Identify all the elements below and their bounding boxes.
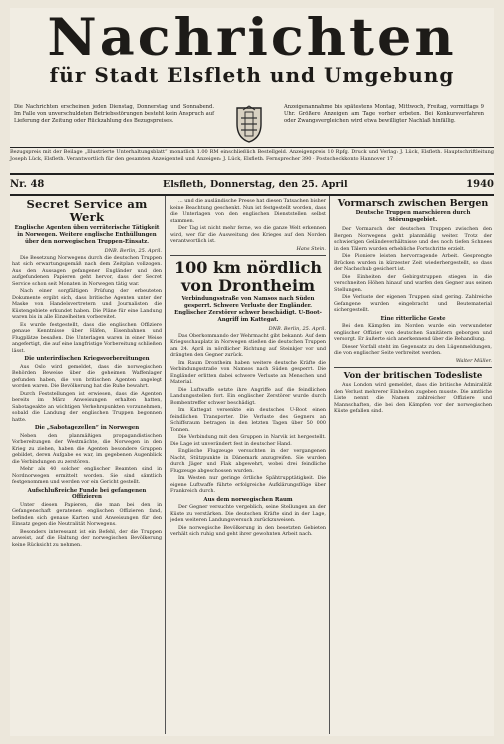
article-divider — [334, 367, 492, 368]
article-paragraph: Der Vormarsch der deutschen Truppen zwischen den Bergen Norwegens geht planmäßig weiter. Trotz der schwierigen Geländeverhältnisse und des noch tiefen Schnees in den Tälern wurden erhebliche Fortschritte erzielt. — [334, 226, 492, 252]
article-paragraph: Der Tag ist nicht mehr ferne, wo die ganze Welt erkennen wird, wer für die Ausweitung des Krieges auf den Norden verantwortlich ist. — [170, 225, 326, 244]
article-deck: Verbindungsstraße von Namsos nach Süden gesperrt. Schwere Verluste der Engländer. Englischer Zerstörer schwer beschädigt. U-Boot-Angriff im Kattegat. — [174, 296, 322, 323]
article-dateline: DNB. Berlin, 25. April. — [104, 248, 162, 254]
rule-mid — [10, 173, 494, 175]
section-heading: Die „Sabotagezellen“ in Norwegen — [34, 425, 140, 431]
article-paragraph: Neben den planmäßigen propagandistischen Vorbereitungen der Westmächte, die Norwegen in den Krieg zu ziehen, haben die Agenten besondere Gruppen gebildet, deren Aufgabe es war, im gegebenen Augenblick die Verbindungen zu zerstören. — [12, 432, 162, 465]
article-divider — [170, 255, 326, 256]
newspaper-page — [10, 8, 494, 736]
author-signature: Hans Stein. — [296, 245, 326, 252]
column-2 — [170, 198, 326, 734]
article-headline: Von der britischen Todesliste — [343, 371, 483, 381]
dateline — [10, 176, 494, 192]
article-headline: Secret Service am Werk — [26, 198, 148, 224]
article-paragraph: Mehr als 40 solcher englischer Beamten sind in Nordnorwegen ermittelt worden. Sie sind sämtlich festgenommen und werden vor ein Gericht gestellt. — [12, 466, 162, 485]
masthead — [10, 6, 494, 87]
article-paragraph: ... und die ausländische Presse hat diesen Tatsachen bisher keine Beachtung geschenkt. Nun ist festgestellt worden, dass die Unterlagen von den englischen Dienststellen selbst stammen. — [170, 198, 326, 224]
article-paragraph: Bei den Kämpfen im Norden wurde ein verwundeter englischer Offizier von deutschen Sanitätern geborgen und versorgt. Er äußerte sich anerkennend über die Behandlung. — [334, 323, 492, 342]
issue-number: Nr. 48 — [10, 178, 45, 190]
advertising-notice: Anzeigenannahme bis spätestens Montag, Mittwoch, Freitag, vormittags 9 Uhr. Größere Anzeigen am Tage vorher erbeten. Bei Konkursverfahren oder Zwangsvergleichen wird etwa bewilligter Nachlaß hinfällig. — [284, 104, 484, 124]
masthead-title: Nachrichten — [47, 6, 457, 68]
article-paragraph: Die Luftwaffe setzte ihre Angriffe auf die feindlichen Landungsstellen fort. Ein englischer Zerstörer wurde durch Bombentreffer schwer beschädigt. — [170, 386, 326, 406]
section-heading: Aufschlußreiche Funde bei gefangenen Offizieren — [27, 487, 147, 500]
article-paragraph: Aus Oslo wird gemeldet, dass die norwegischen Behörden Beweise über die geheimen Waffenlager gefunden haben, die von britischen Agenten angelegt worden waren. Die Bevölkerung hat die Ruhe bewahrt. — [12, 363, 162, 389]
article-paragraph: Im Raum Drontheim haben weitere deutsche Kräfte die Verbindungsstraße von Namsos nach Süden gesperrt. Die Engländer erlitten dabei schwere Verluste an Menschen und Material. — [170, 359, 326, 385]
article-paragraph: Aus London wird gemeldet, dass die britische Admiralität den Verlust mehrerer Einheiten zugeben musste. Die amtliche Liste nennt die Namen zahlreicher Offiziere und Mannschaften, die bei den Kämpfen vor der norwegischen Küste gefallen sind. — [334, 382, 492, 414]
article-paragraph: Unter diesen Papieren, die man bei den in Gefangenschaft geratenen englischen Offizieren fand, befinden sich genaue Karten und Anweisungen für den Einsatz gegen die Neutralität Norwegens. — [12, 501, 162, 527]
column-divider — [165, 196, 166, 734]
section-heading: Die unterirdischen Kriegsvorbereitungen — [24, 356, 150, 362]
section-heading: Eine ritterliche Geste — [380, 315, 446, 322]
article-paragraph: Durch Feststellungen ist erwiesen, dass die Agenten bereits im März Anweisungen erhalten hatten, Sabotageakte an wichtigen Verkehrspunkten vorzunehmen, sobald die Landung der englischen Truppen begonnen hatte. — [12, 390, 162, 423]
article-paragraph: Die Besetzung Norwegens durch die deutschen Truppen hat sich erwartungsgemäß nach dem Zeitplan vollzogen. Aus den Aussagen gefangener Engländer und den aufgefundenen Papieren geht hervor, dass der Secret Service schon seit Monaten in Norwegen tätig war. — [12, 254, 162, 287]
article-paragraph: Die Verbindung mit den Gruppen in Narvik ist hergestellt. Die Lage ist unverändert fest in deutscher Hand. — [170, 434, 326, 447]
article-paragraph: Im Westen nur geringe örtliche Spähtrupptätigkeit. Die eigene Luftwaffe führte erfolgreiche Aufklärungsflüge über Frankreich durch. — [170, 475, 326, 494]
article-dateline: DNB. Berlin, 25. April. — [268, 326, 326, 332]
article-paragraph: Die Pioniere leisten hervorragende Arbeit. Gesprengte Brücken wurden in kürzester Zeit wiederhergestellt, so dass der Nachschub gesichert ist. — [334, 253, 492, 272]
article-paragraph: Im Kattegat versenkte ein deutsches U-Boot einen feindlichen Transporter. Die Verluste des Gegners an Schiffsraum betragen in den letzten Tagen über 50 000 Tonnen. — [170, 407, 326, 433]
article-paragraph: Besonders interessant ist ein Befehl, der die Truppen anweist, auf die Haltung der norwegischen Bevölkerung keine Rücksicht zu nehmen. — [12, 528, 162, 548]
column-3 — [334, 198, 492, 734]
article-deck: Deutsche Truppen marschieren durch Störungsgebiet. — [355, 210, 471, 223]
masthead-subtitle: für Stadt Elsfleth und Umgebung — [49, 63, 455, 87]
rule-top — [10, 147, 494, 148]
rule-dateline — [10, 194, 494, 196]
article-paragraph: Die norwegische Bevölkerung in den besetzten Gebieten verhält sich ruhig und geht ihrer gewohnten Arbeit nach. — [170, 524, 326, 537]
town-crest — [214, 104, 284, 144]
article-paragraph: Dieser Vorfall steht im Gegensatz zu den Lügenmeldungen, die von englischer Seite verbreitet werden. — [334, 343, 492, 356]
column-divider — [329, 196, 330, 734]
article-deck: Englische Agenten üben verräterische Tätigkeit in Norwegen. Weitere englische Enthüllungen über den norwegischen Truppen-Einsatz. — [14, 225, 160, 245]
article-paragraph: Englische Flugzeuge versuchten in der vergangenen Nacht, Stützpunkte in Dänemark anzugreifen. Sie wurden durch Jäger und Flak abgewehrt, wobei drei feindliche Flugzeuge abgeschossen wurden. — [170, 448, 326, 474]
article-paragraph: Das Oberkommando der Wehrmacht gibt bekannt: Auf dem Kriegsschauplatz in Norwegen stießen die deutschen Truppen am 24. April in nördlicher Richtung auf Steinkjer vor und drängten den Gegner zurück. — [170, 332, 326, 358]
column-1 — [12, 198, 162, 734]
info-row — [10, 104, 494, 146]
place-date: Elsfleth, Donnerstag, den 25. April — [162, 178, 348, 190]
issue-year: 1940 — [466, 178, 494, 190]
publication-notice: Die Nachrichten erscheinen jeden Dienstag, Donnerstag und Sonnabend. Im Falle von unverschuldeten Betriebsstörungen besteht kein Anspruch auf Lieferung der Zeitung oder Rückzahlung des Bezugspreises. — [14, 104, 214, 124]
subscription-info: Bezugspreis mit der Beilage „Illustrierte Unterhaltungsblatt“ monatlich 1.00 RM einschließlich Bestellgeld. Anzeigenpreis 10 Rpfg. Druck und Verlag: J. Lück, Elsfleth. Hauptschriftleitung Joseph Lück, Elsfleth. Verantwortlich für den gesamten Anzeigenteil und Anzeigen: J. Lück, Elsfleth. Fernsprecher 390 · Postscheckkonto Hannover 17 — [10, 149, 494, 162]
article-paragraph: Es wurde festgestellt, dass die englischen Offiziere genaue Kenntnisse über Häfen, Eisenbahnen und Flugplätze besaßen. Die Unterlagen waren in einer Weise angefertigt, die auf eine langfristige Vorbereitung schließen lässt. — [12, 321, 162, 354]
article-paragraph: Der Gegner versuchte vergeblich, seine Stellungen an der Küste zu verstärken. Die deutschen Kräfte sind in der Lage, jeden weiteren Landungsversuch zurückzuweisen. — [170, 504, 326, 523]
article-paragraph: Die Einheiten der Gebirgstruppen stiegen in die verschneiten Höhen hinauf und warfen den Gegner aus seinen Stellungen. — [334, 273, 492, 293]
author-signature: Walter Müller. — [455, 357, 492, 364]
article-paragraph: Nach einer sorgfältigen Prüfung der erbeuteten Dokumente ergibt sich, dass britische Agenten unter der Maske von Handelsvertretern und Journalisten die Küstengebiete erkundet haben. Die Pläne für eine Landung waren bis in alle Einzelheiten vorbereitet. — [12, 288, 162, 320]
section-heading: Aus dem norwegischen Raum — [203, 496, 293, 503]
article-headline: Vormarsch zwischen Bergen — [337, 198, 489, 209]
article-paragraph: Die Verluste der eigenen Truppen sind gering. Zahlreiche Gefangene wurden eingebracht und Beutematerial sichergestellt. — [334, 294, 492, 313]
crest-icon — [229, 104, 269, 144]
article-headline: 100 km nördlich von Drontheim — [173, 258, 322, 295]
